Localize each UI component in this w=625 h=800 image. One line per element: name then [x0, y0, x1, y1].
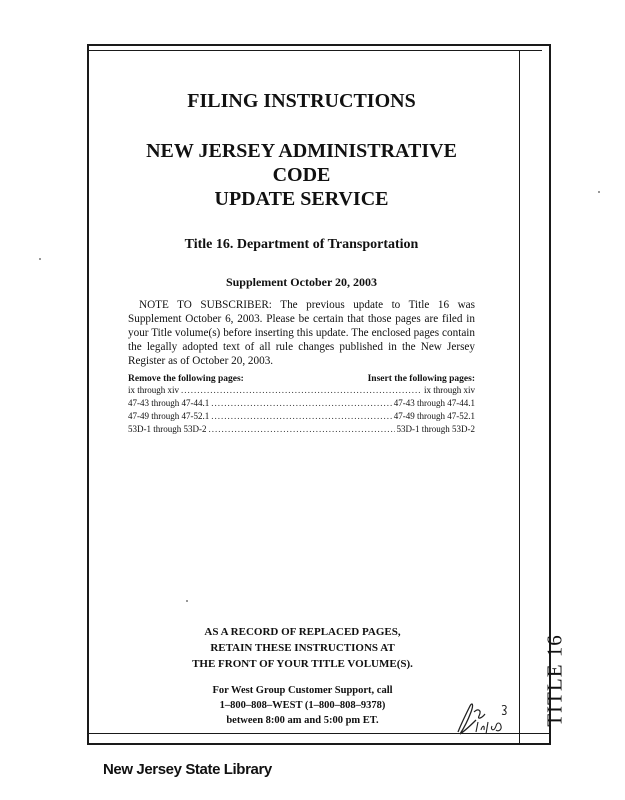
- leader-dots: [181, 384, 422, 397]
- library-footer: New Jersey State Library: [103, 761, 272, 778]
- support-line: 1–800–808–WEST (1–800–808–9378): [219, 700, 386, 711]
- table-row: [128, 397, 475, 410]
- title-subtitle: Title 16. Department of Transportation: [184, 237, 419, 252]
- record-line: RETAIN THESE INSTRUCTIONS AT: [210, 642, 395, 654]
- remove-pages: 53D-1 through 53D-2: [128, 424, 207, 434]
- top-rule: [87, 50, 542, 51]
- side-title-tab: TITLE 16: [542, 634, 567, 727]
- leader-dots: [209, 423, 395, 436]
- code-heading-line2: UPDATE SERVICE: [214, 188, 389, 210]
- scan-speck: [186, 600, 188, 602]
- insert-header: Insert the following pages:: [367, 374, 475, 384]
- side-divider: [519, 50, 520, 744]
- subscriber-note: NOTE TO SUBSCRIBER: The previous update to Title 16 was Supplement October 6, 2003. Please be certain that those pages are filed in your Title volume(s) before inserting this update. The enclosed pages contain the legally adopted text of all rule changes published in the New Jersey Register as of October 20, 2003.: [128, 299, 475, 367]
- scan-speck: [39, 258, 41, 260]
- record-line: AS A RECORD OF REPLACED PAGES,: [204, 626, 401, 638]
- insert-pages: 53D-1 through 53D-2: [396, 424, 475, 434]
- scan-speck: [598, 191, 600, 193]
- pages-table: [128, 384, 475, 436]
- supplement-date: Supplement October 20, 2003: [225, 275, 378, 289]
- code-heading-line1: NEW JERSEY ADMINISTRATIVE CODE: [146, 140, 457, 186]
- record-line: THE FRONT OF YOUR TITLE VOLUME(S).: [192, 658, 413, 670]
- remove-pages: ix through xiv: [128, 385, 179, 395]
- support-line: between 8:00 am and 5:00 pm ET.: [226, 715, 379, 726]
- leader-dots: [211, 410, 392, 423]
- table-row: [128, 384, 475, 397]
- pages-table-header: [128, 374, 475, 384]
- table-row: [128, 410, 475, 423]
- support-line: For West Group Customer Support, call: [212, 685, 393, 696]
- insert-pages: ix through xiv: [424, 385, 475, 395]
- insert-pages: 47-49 through 47-52.1: [393, 411, 475, 421]
- handwritten-initials-icon: [452, 692, 512, 740]
- remove-header: Remove the following pages:: [128, 374, 244, 384]
- remove-pages: 47-49 through 47-52.1: [128, 411, 210, 421]
- main-content: [128, 90, 475, 436]
- support-info: [175, 683, 430, 728]
- record-notice: [175, 624, 430, 672]
- leader-dots: [211, 397, 392, 410]
- table-row: [128, 423, 475, 436]
- remove-pages: 47-43 through 47-44.1: [128, 398, 210, 408]
- filing-instructions-heading: FILING INSTRUCTIONS: [187, 90, 416, 112]
- insert-pages: 47-43 through 47-44.1: [393, 398, 475, 408]
